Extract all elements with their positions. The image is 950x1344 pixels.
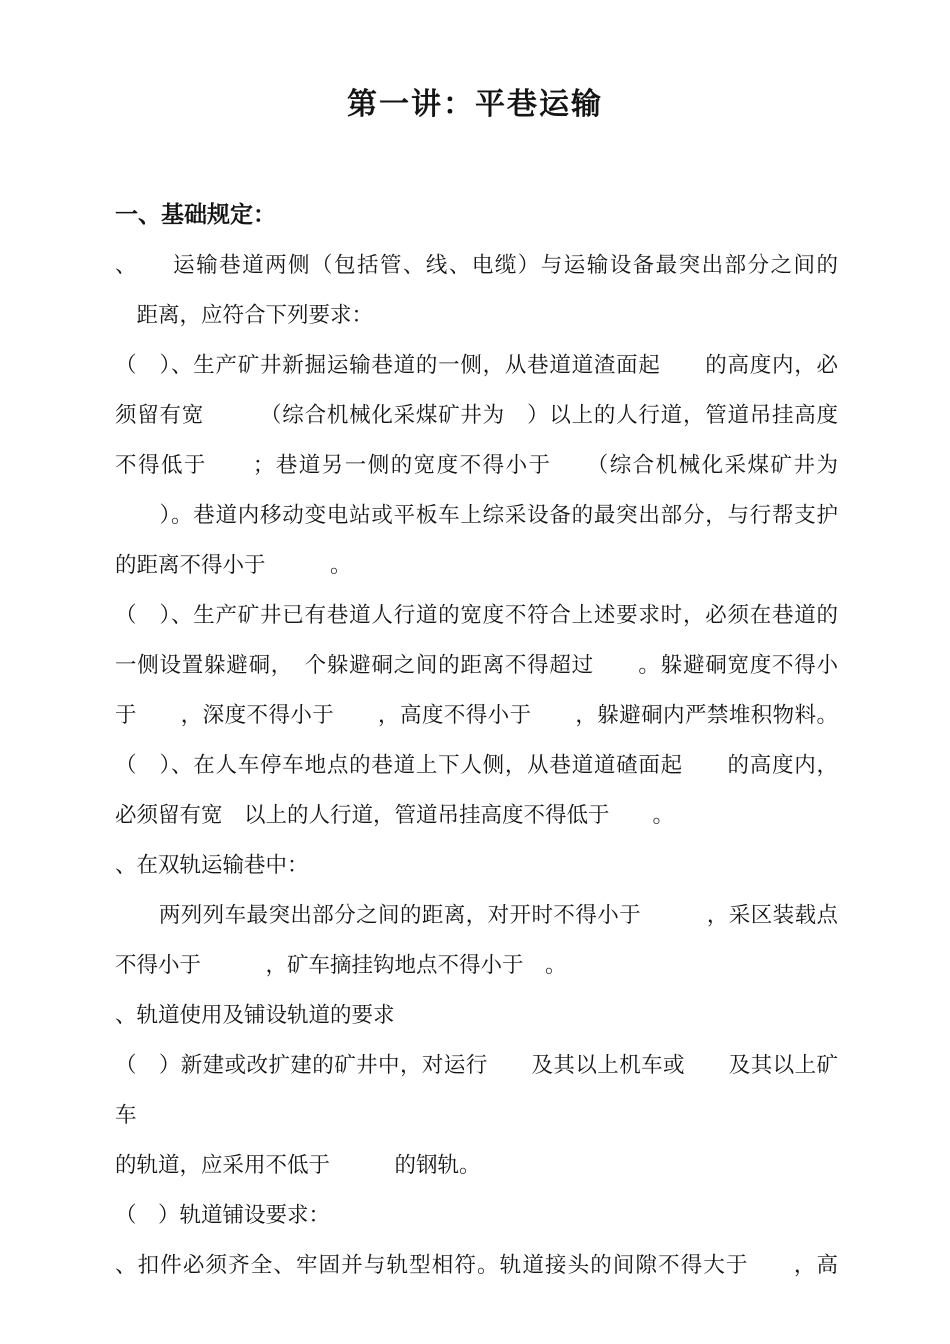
text-line: （ ）、在人车停车地点的巷道上下人侧，从巷道道碴面起 的高度内， [115,753,838,777]
document-body [115,190,838,1290]
text-line: （ ）新建或改扩建的矿井中，对运行 及其以上机车或 及其以上矿车 [115,1053,838,1127]
section-heading: 一、基础规定： [115,202,276,227]
text-line: 一侧设置躲避硐， 个躲避硐之间的距离不得超过 。躲避硐宽度不得小 [115,653,838,677]
text-line: 、扣件必须齐全、牢固并与轨型相符。轨道接头的间隙不得大于 ，高 [115,1253,838,1277]
text-line: 不得小于 ，矿车摘挂钩地点不得小于 。 [115,953,567,977]
text-line: 的轨道，应采用不低于 的钢轨。 [115,1153,481,1177]
text-line: 于 ，深度不得小于 ，高度不得小于 ，躲避硐内严禁堆积物料。 [115,703,838,727]
text-line: 距离，应符合下列要求： [115,303,374,327]
text-line: 的距离不得小于 。 [115,553,352,577]
text-line: 、在双轨运输巷中： [115,853,309,877]
text-line: 、 运输巷道两侧（包括管、线、电缆）与运输设备最突出部分之间的 [115,253,838,277]
text-line: 须留有宽 （综合机械化采煤矿井为 ）以上的人行道，管道吊挂高度 [115,403,838,427]
text-line: 不得低于 ；巷道另一侧的宽度不得小于 （综合机械化采煤矿井为 [115,453,838,477]
text-line: （ ）轨道铺设要求： [115,1203,331,1227]
text-line: ）。巷道内移动变电站或平板车上综采设备的最突出部分，与行帮支护 [115,503,838,527]
text-line: 两列列车最突出部分之间的距离，对开时不得小于 ，采区装载点 [115,903,838,927]
text-line: （ ）、生产矿井新掘运输巷道的一侧，从巷道道渣面起 的高度内，必 [115,353,838,377]
text-line: 必须留有宽 以上的人行道，管道吊挂高度不得低于 。 [115,803,675,827]
text-line: 、轨道使用及铺设轨道的要求 [115,1003,395,1027]
text-line: （ ）、生产矿井已有巷道人行道的宽度不符合上述要求时，必须在巷道的 [115,603,838,627]
document-title: 第一讲：平巷运输 [347,88,603,121]
